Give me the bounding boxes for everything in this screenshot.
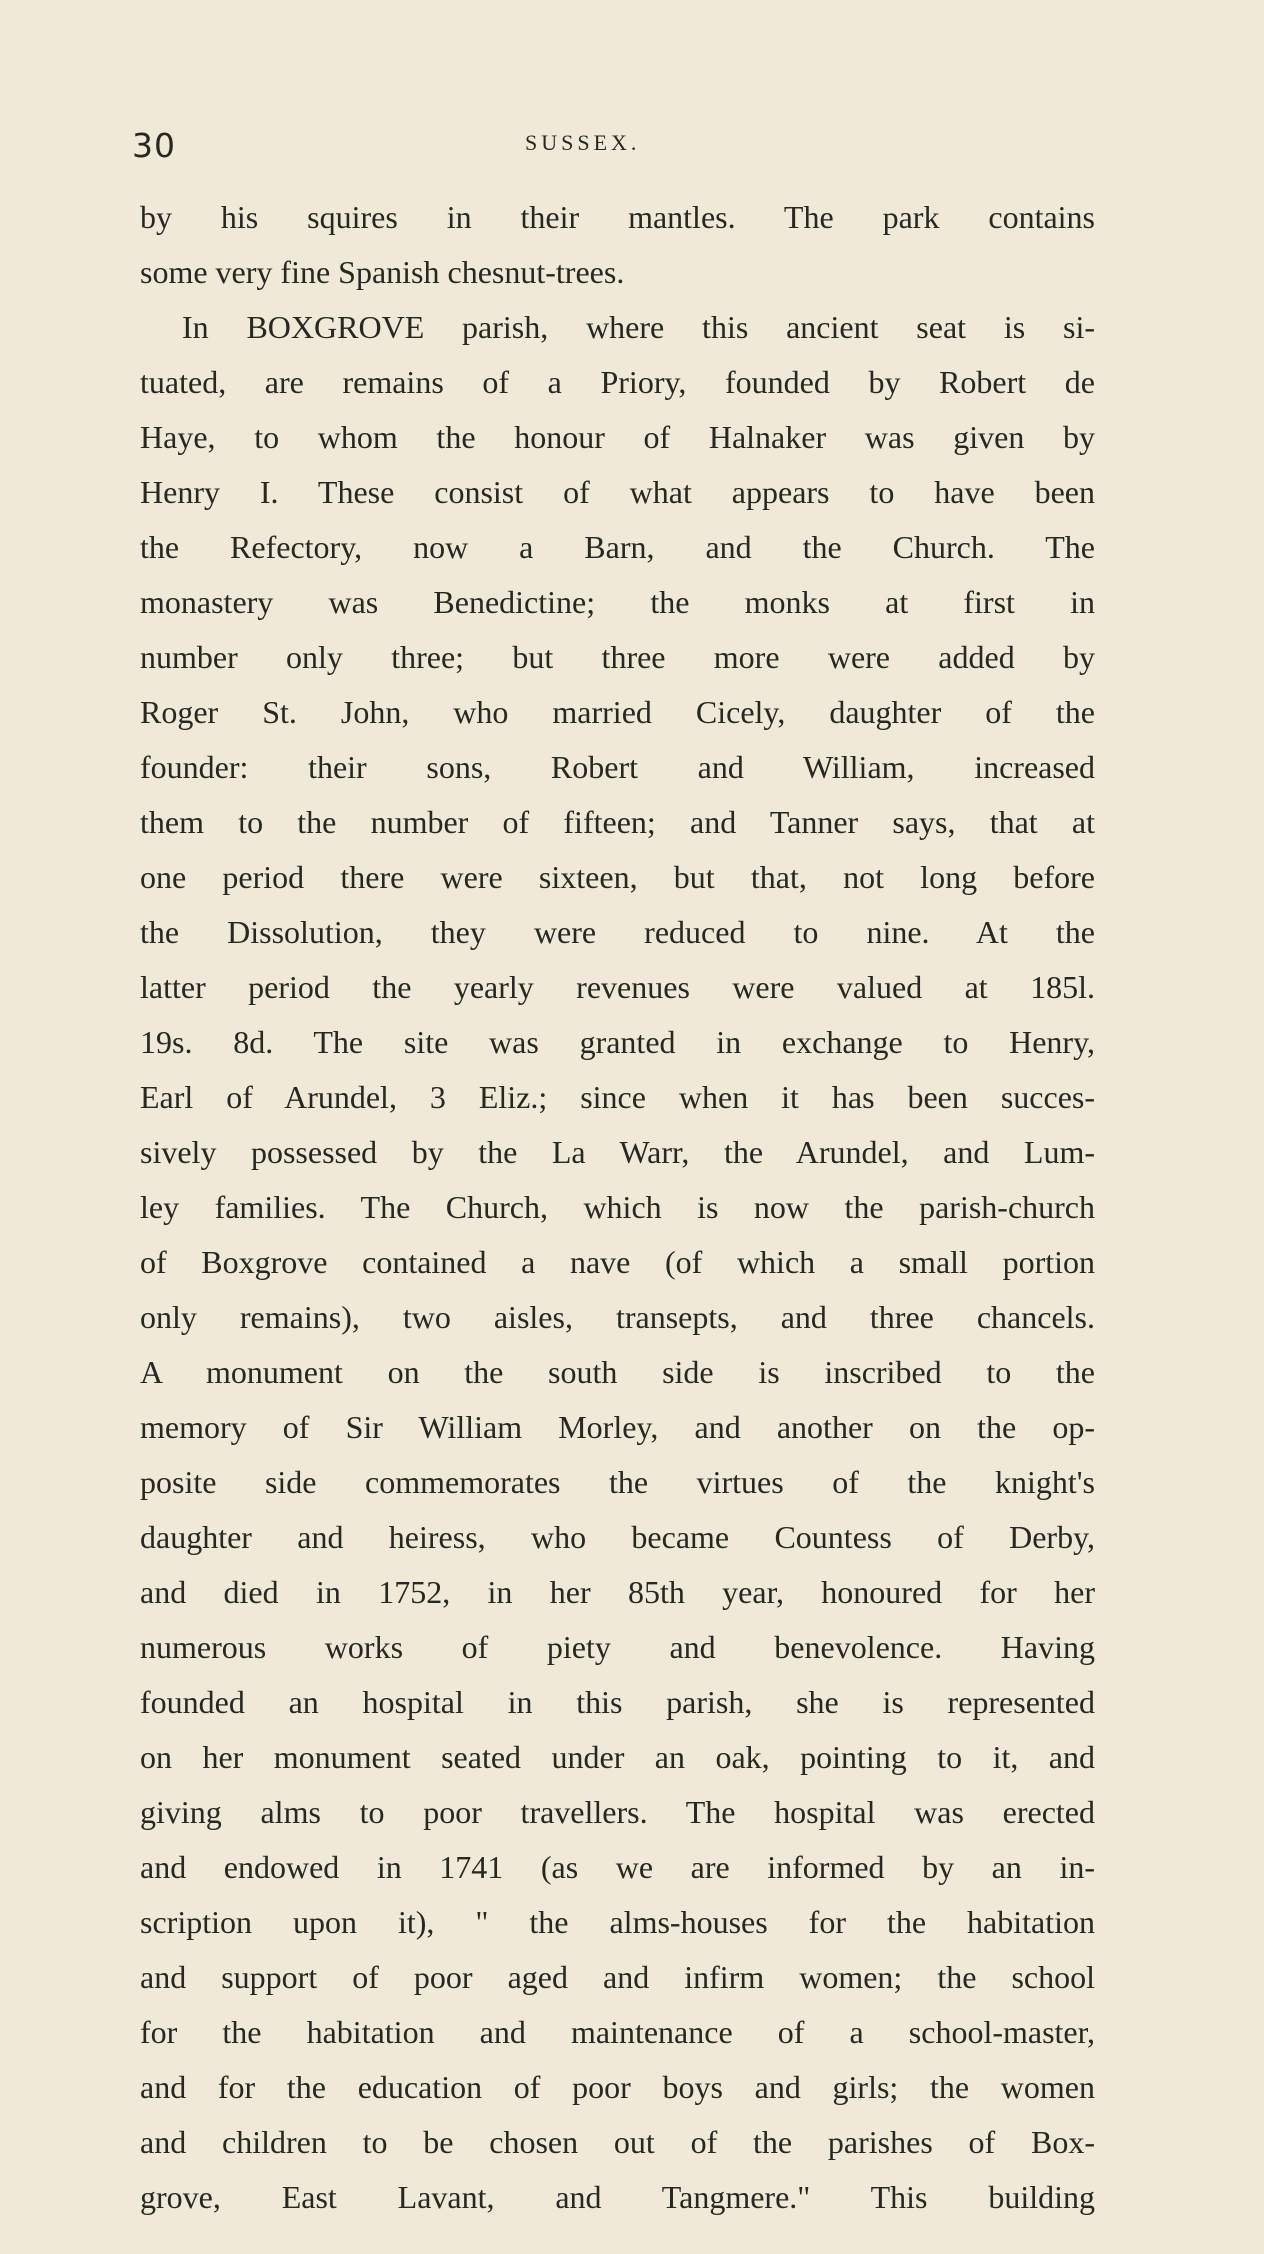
page-header xyxy=(132,126,1092,166)
text-line: ley families. The Church, which is now the parish-church xyxy=(140,1189,1095,1225)
text-line: one period there were sixteen, but that, not long before xyxy=(140,859,1095,895)
text-line: only remains), two aisles, transepts, and three chancels. xyxy=(140,1299,1095,1335)
text-line: and support of poor aged and infirm women; the school xyxy=(140,1959,1095,1995)
text-line: grove, East Lavant, and Tangmere." This building xyxy=(140,2179,1095,2215)
text-line: the Dissolution, they were reduced to nine. At the xyxy=(140,914,1095,950)
text-line: monastery was Benedictine; the monks at first in xyxy=(140,584,1095,620)
text-line: In BOXGROVE parish, where this ancient seat is si- xyxy=(182,309,1095,345)
text-line: scription upon it), " the alms-houses for the habitation xyxy=(140,1904,1095,1940)
running-head: SUSSEX. xyxy=(525,130,641,155)
body-text xyxy=(140,190,1095,2225)
text-line: Earl of Arundel, 3 Eliz.; since when it has been succes- xyxy=(140,1079,1095,1115)
text-line: posite side commemorates the virtues of the knight's xyxy=(140,1464,1095,1500)
text-line: the Refectory, now a Barn, and the Church. The xyxy=(140,529,1095,565)
text-line: sively possessed by the La Warr, the Arundel, and Lum- xyxy=(140,1134,1095,1170)
text-line: 19s. 8d. The site was granted in exchange to Henry, xyxy=(140,1024,1095,1060)
text-line: founded an hospital in this parish, she is represented xyxy=(140,1684,1095,1720)
text-line: and died in 1752, in her 85th year, honoured for her xyxy=(140,1574,1095,1610)
text-line: for the habitation and maintenance of a school-master, xyxy=(140,2014,1095,2050)
text-line: and endowed in 1741 (as we are informed by an in- xyxy=(140,1849,1095,1885)
text-line: founder: their sons, Robert and William, increased xyxy=(140,749,1095,785)
text-line: and for the education of poor boys and girls; the women xyxy=(140,2069,1095,2105)
page-number: 30 xyxy=(132,126,176,165)
text-line: on her monument seated under an oak, pointing to it, and xyxy=(140,1739,1095,1775)
text-line: number only three; but three more were added by xyxy=(140,639,1095,675)
text-line: them to the number of fifteen; and Tanner says, that at xyxy=(140,804,1095,840)
text-line: tuated, are remains of a Priory, founded by Robert de xyxy=(140,364,1095,400)
text-line: and children to be chosen out of the parishes of Box- xyxy=(140,2124,1095,2160)
text-line: of Boxgrove contained a nave (of which a small portion xyxy=(140,1244,1095,1280)
text-line: latter period the yearly revenues were valued at 185l. xyxy=(140,969,1095,1005)
text-line: memory of Sir William Morley, and another on the op- xyxy=(140,1409,1095,1445)
text-line: Roger St. John, who married Cicely, daughter of the xyxy=(140,694,1095,730)
text-line: giving alms to poor travellers. The hospital was erected xyxy=(140,1794,1095,1830)
text-line: A monument on the south side is inscribed to the xyxy=(140,1354,1095,1390)
text-line: Haye, to whom the honour of Halnaker was given by xyxy=(140,419,1095,455)
text-line: Henry I. These consist of what appears to have been xyxy=(140,474,1095,510)
text-line: by his squires in their mantles. The park contains xyxy=(140,199,1095,235)
text-line: some very fine Spanish chesnut-trees. xyxy=(140,254,625,290)
text-line: numerous works of piety and benevolence. Having xyxy=(140,1629,1095,1665)
text-line: daughter and heiress, who became Countess of Derby, xyxy=(140,1519,1095,1555)
